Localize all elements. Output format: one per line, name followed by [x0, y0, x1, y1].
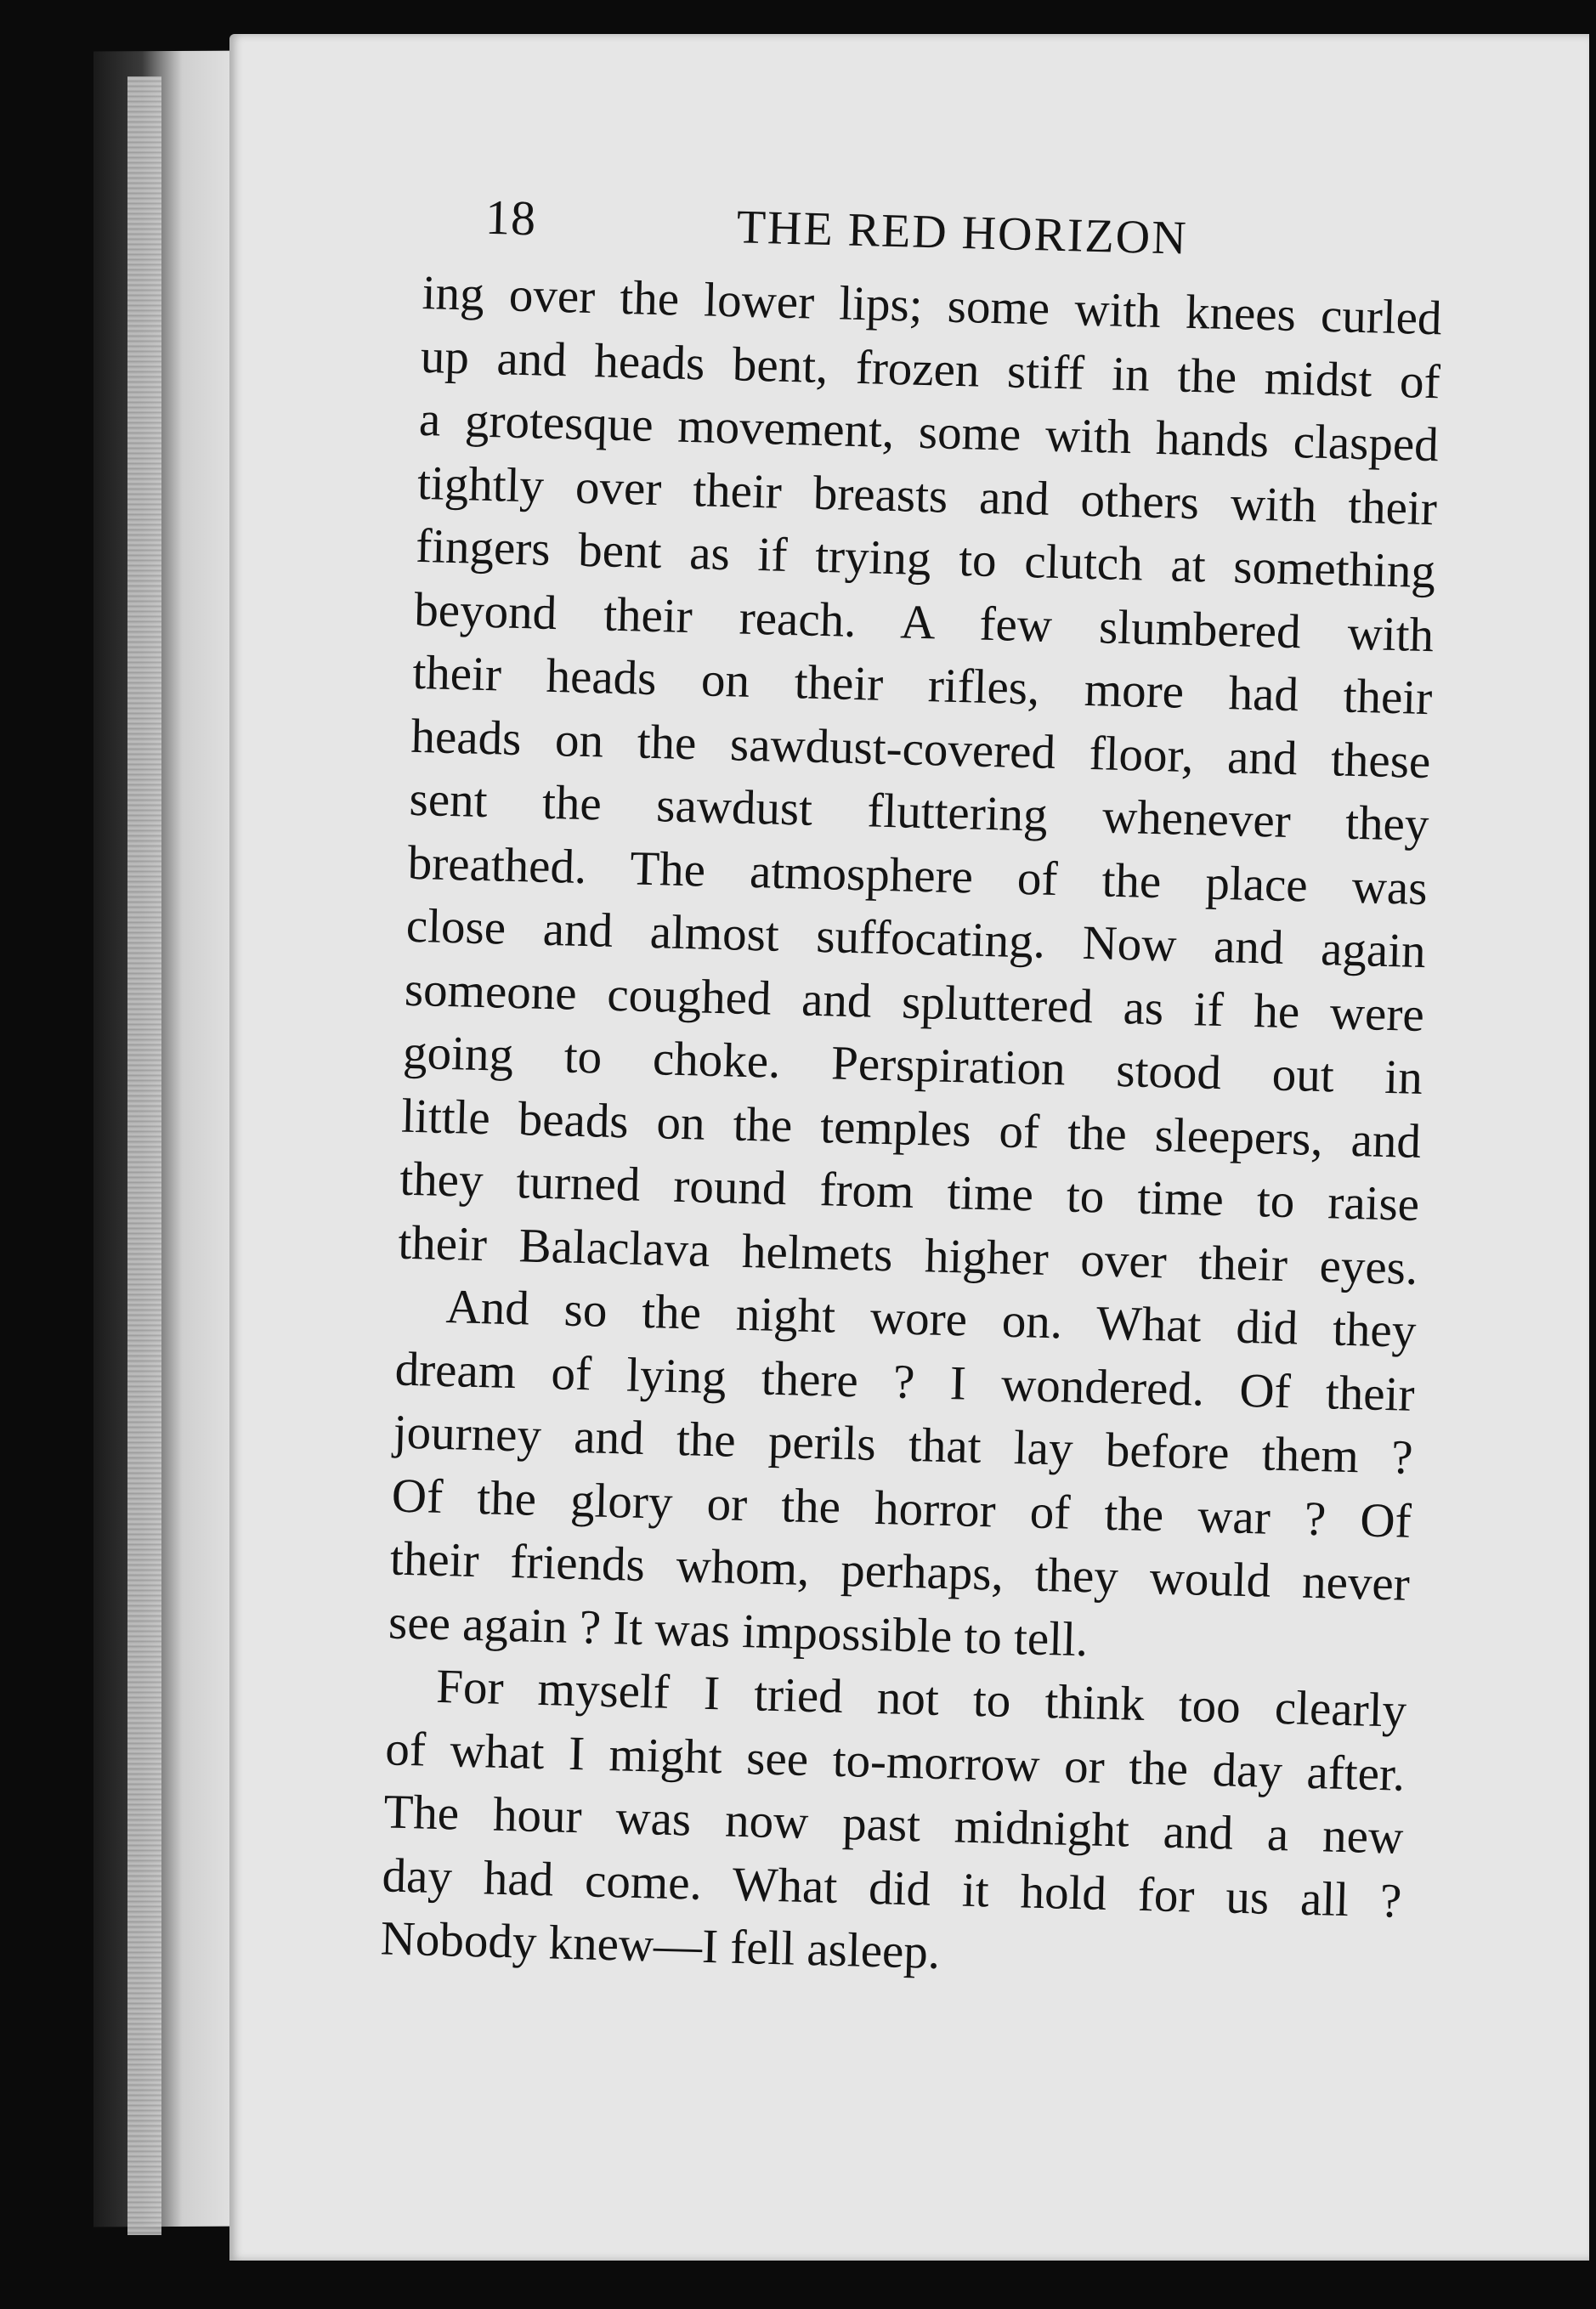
running-title: THE RED HORIZON: [736, 201, 1189, 265]
page-edge: [127, 76, 161, 2235]
text-line: they turned round from time to time to raise: [399, 1152, 1420, 1231]
text-line: journey and the perils that lay before them ?: [393, 1405, 1414, 1485]
text-line: little beads on the temples of the sleepers, and: [400, 1089, 1422, 1169]
text-line: up and heads bent, frozen stiff in the midst of: [420, 329, 1441, 409]
text-line: sent the sawdust fluttering whenever they: [408, 772, 1430, 852]
page-text-block: [380, 187, 1530, 1999]
text-line: For myself I tried not to think too clearly: [435, 1659, 1407, 1738]
text-line: going to choke. Perspiration stood out in: [402, 1025, 1423, 1106]
text-line: dream of lying there ? I wondered. Of their: [394, 1342, 1416, 1422]
text-line: their Balaclava helmets higher over their eyes.: [397, 1215, 1418, 1295]
text-line: heads on the sawdust-covered floor, and these: [410, 709, 1432, 789]
text-line: someone coughed and spluttered as if he were: [404, 962, 1425, 1042]
text-line: their heads on their rifles, more had their: [411, 645, 1433, 726]
text-line: fingers bent as if trying to clutch at something: [415, 518, 1436, 599]
paragraph-2: [388, 1275, 1502, 1683]
text-line: of what I might see to-morrow or the day after.: [384, 1721, 1406, 1802]
text-line: their friends whom, perhaps, they would never: [389, 1531, 1411, 1611]
text-line: And so the night wore on. What did they: [444, 1280, 1418, 1358]
text-line: close and almost suffocating. Now and again: [405, 898, 1427, 979]
text-line: breathed. The atmosphere of the place was: [407, 835, 1429, 915]
page-number: 18: [484, 189, 537, 246]
text-line: day had come. What did it hold for us all ?: [381, 1848, 1403, 1928]
paragraph-1: [398, 262, 1528, 1303]
text-line: tightly over their breasts and others with their: [416, 456, 1438, 535]
text-line: ing over the lower lips; some with knees curled: [422, 265, 1443, 346]
text-line: The hour was now past midnight and a new: [382, 1785, 1405, 1865]
text-line: a grotesque movement, some with hands clasped: [418, 392, 1440, 473]
text-line: see again ? It was impossible to tell.: [388, 1594, 1089, 1667]
text-line: Of the glory or the horror of the war ? Of: [391, 1469, 1412, 1548]
paragraph-3: [380, 1654, 1492, 1998]
text-line: Nobody knew—I fell asleep.: [380, 1911, 941, 1979]
text-line: beyond their reach. A few slumbered with: [413, 582, 1435, 662]
